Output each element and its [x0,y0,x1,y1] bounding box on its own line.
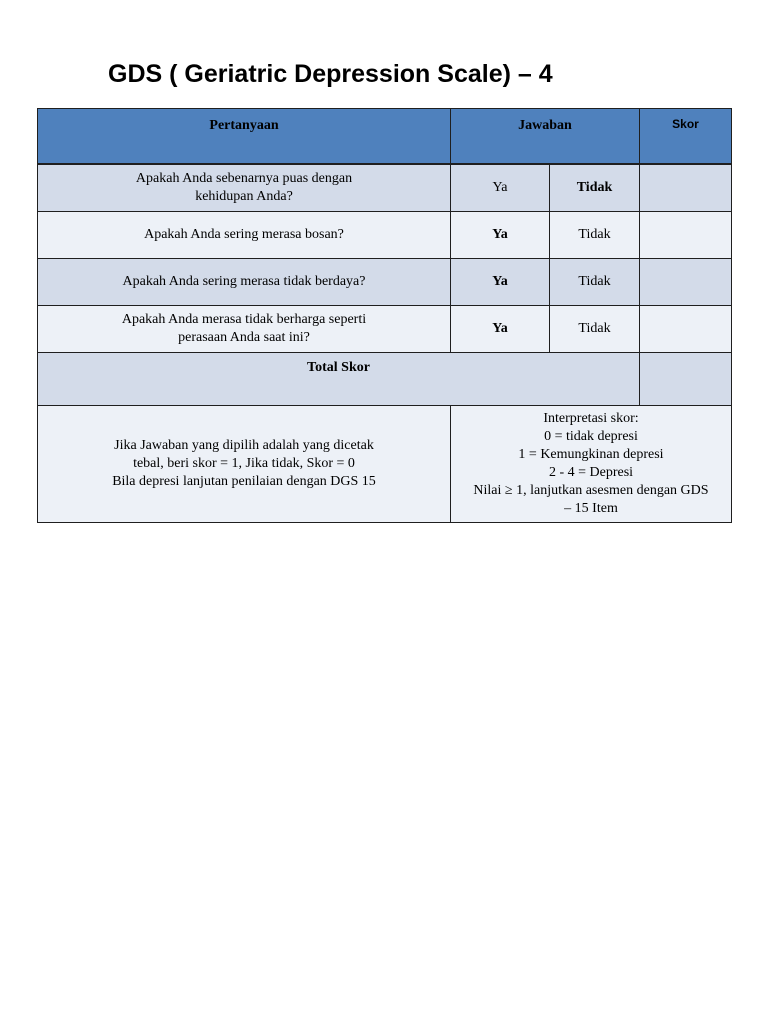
instruction-line: Bila depresi lanjutan penilaian dengan DGS 15 [112,474,376,489]
total-row [38,353,732,406]
score-cell [640,212,732,259]
answer-tidak: Tidak [550,259,640,306]
notes-row [38,406,732,523]
instructions-cell [38,406,451,523]
question-text: perasaan Anda saat ini? [178,330,310,345]
header-answer: Jawaban [451,109,640,165]
score-cell [640,164,732,212]
instruction-line: Jika Jawaban yang dipilih adalah yang dicetak [114,438,374,453]
total-score-label: Total Skor [38,353,640,406]
interpretation-line: Interpretasi skor: [543,411,639,426]
answer-tidak: Tidak [550,164,640,212]
interpretation-line: 2 - 4 = Depresi [548,465,634,480]
question-text: Apakah Anda sering merasa bosan? [144,227,344,242]
question-text: kehidupan Anda? [195,189,293,204]
question-row [38,164,732,212]
interpretation-line: – 15 Item [564,501,618,516]
answer-ya: Ya [451,164,550,212]
interpretation-line: Nilai ≥ 1, lanjutkan asesmen dengan GDS [473,483,709,498]
answer-ya: Ya [451,306,550,353]
question-cell [38,164,451,212]
question-row [38,212,732,259]
score-cell [640,306,732,353]
interpretation-line: 1 = Kemungkinan depresi [518,447,664,462]
question-text: Apakah Anda merasa tidak berharga seperti [121,312,367,327]
page-title: GDS ( Geriatric Depression Scale) – 4 [108,60,553,88]
question-row [38,259,732,306]
table-header-row [38,109,732,165]
gds-table [37,108,732,523]
interpretation-line: 0 = tidak depresi [544,429,638,444]
header-question: Pertanyaan [38,109,451,165]
question-text: Apakah Anda sering merasa tidak berdaya? [122,274,366,289]
question-cell [38,212,451,259]
question-text: Apakah Anda sebenarnya puas dengan [135,171,353,186]
question-row [38,306,732,353]
answer-tidak: Tidak [550,212,640,259]
interpretation-cell [451,406,732,523]
answer-ya: Ya [451,212,550,259]
answer-tidak: Tidak [550,306,640,353]
question-cell [38,259,451,306]
total-score-cell [640,353,732,406]
instruction-line: tebal, beri skor = 1, Jika tidak, Skor = 0 [133,456,355,471]
answer-ya: Ya [451,259,550,306]
question-cell [38,306,451,353]
score-cell [640,259,732,306]
header-score: Skor [640,109,732,165]
